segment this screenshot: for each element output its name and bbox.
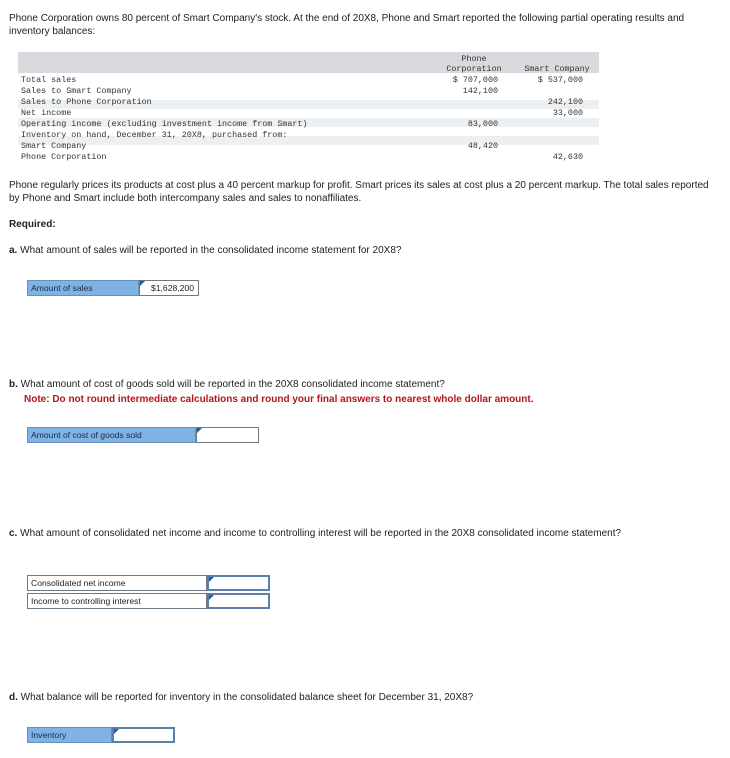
answer-marker-icon: [197, 428, 202, 433]
question-d-text: What balance will be reported for inventory in the consolidated balance sheet for December 31, 20X8?: [20, 692, 474, 703]
cost-of-goods-sold-input[interactable]: [196, 427, 259, 443]
required-heading: Required:: [9, 219, 56, 230]
col-header-phone-line2: Corporation: [446, 64, 502, 74]
cell-phone: 83,000: [467, 119, 498, 129]
table-header-band: [18, 52, 599, 73]
cell-phone: $ 707,000: [452, 75, 498, 85]
inventory-input[interactable]: [112, 727, 175, 743]
row-label: Sales to Phone Corporation: [21, 97, 152, 107]
intro-text: Phone Corporation owns 80 percent of Smart Company's stock. At the end of 20X8, Phone and Smart reported the following partial operating results and inventory balances:: [9, 13, 685, 37]
cell-smart: $ 537,000: [537, 75, 583, 85]
income-to-controlling-interest-input[interactable]: [207, 593, 270, 609]
question-a-letter: a.: [9, 245, 18, 256]
amount-of-sales-value: $1,628,200: [150, 283, 194, 293]
amount-of-sales-input[interactable]: [139, 280, 199, 296]
cell-phone: 142,100: [462, 86, 498, 96]
row-label: Phone Corporation: [21, 152, 107, 162]
question-b-note: Note: Do not round intermediate calculations and round your final answers to nearest whole dollar amount.: [24, 394, 534, 405]
answer-marker-icon: [209, 595, 214, 600]
question-c-text: What amount of consolidated net income and income to controlling interest will be reported in the 20X8 consolidated income statement?: [20, 528, 622, 539]
row-label: Sales to Smart Company: [21, 86, 132, 96]
cell-phone: 48,420: [467, 141, 498, 151]
amount-of-sales-label: Amount of sales: [27, 280, 139, 296]
row-label: Inventory on hand, December 31, 20X8, purchased from:: [21, 130, 288, 140]
answer-marker-icon: [140, 281, 145, 286]
question-b-text: What amount of cost of goods sold will be reported in the 20X8 consolidated income statement?: [20, 379, 445, 390]
data-table: [18, 52, 599, 164]
cost-of-goods-sold-label: Amount of cost of goods sold: [27, 427, 196, 443]
consolidated-net-income-input[interactable]: [207, 575, 270, 591]
question-d-letter: d.: [9, 692, 18, 703]
consolidated-net-income-label: Consolidated net income: [27, 575, 207, 591]
row-label: Total sales: [21, 75, 77, 85]
inventory-label: Inventory: [27, 727, 112, 743]
cell-smart: 42,630: [552, 152, 583, 162]
answer-marker-icon: [209, 577, 214, 582]
question-c-letter: c.: [9, 528, 18, 539]
row-label: Operating income (excluding investment income from Smart): [21, 119, 308, 129]
row-label: Smart Company: [21, 141, 87, 151]
row-label: Net income: [21, 108, 72, 118]
question-a-text: What amount of sales will be reported in the consolidated income statement for 20X8?: [20, 245, 402, 256]
answer-marker-icon: [114, 729, 119, 734]
question-c: [9, 527, 709, 540]
col-header-smart: Smart Company: [524, 64, 590, 74]
question-b: [9, 378, 445, 391]
col-header-phone: [441, 54, 507, 74]
description-text: Phone regularly prices its products at cost plus a 40 percent markup for profit. Smart prices its sales at cost plus a 20 percent markup. The total sales reported by Phone and Smart include both intercompany sales and sales to nonaffiliates.: [9, 180, 709, 204]
cell-smart: 242,100: [547, 97, 583, 107]
question-d: [9, 691, 473, 704]
cell-smart: 33,000: [552, 108, 583, 118]
col-header-phone-line1: Phone: [461, 54, 487, 64]
income-to-controlling-interest-label: Income to controlling interest: [27, 593, 207, 609]
question-b-letter: b.: [9, 379, 18, 390]
question-a: [9, 244, 401, 257]
